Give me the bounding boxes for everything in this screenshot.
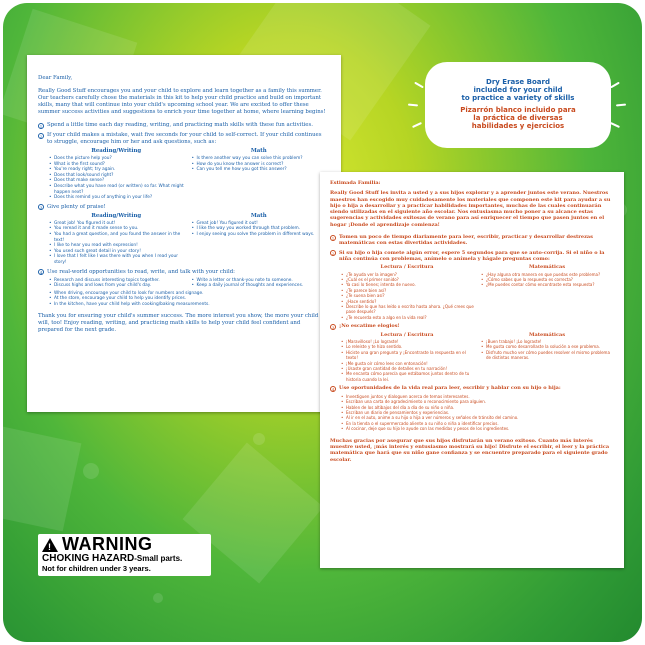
en-step-1 <box>38 122 327 129</box>
en-step-4-columns <box>38 278 327 289</box>
list-item: • You're ready right; try again. <box>48 167 185 173</box>
step-text: Use real-world opportunities to read, write, and talk with your child: <box>47 268 235 275</box>
activities-list <box>330 394 614 432</box>
en-intro: Really Good Stuff encourages you and your child to explore and learn together as a family this summer. Our teachers carefully chose the materials in this kit to help your child practice and build on important skills, many that will continue into your child's upcoming school year. We are excited to offer these summer success activities and suggestions to enrich your time together at home, where learning begins! <box>38 88 326 115</box>
list-item: • You reread it and it made sense to you. <box>48 226 185 232</box>
list-item: • You had a great question, and you found the answer in the text! <box>48 232 185 243</box>
list-item: • ¿Cómo sabes que la respuesta es correcta? <box>480 277 614 282</box>
column-heading: Reading/Writing <box>91 148 142 154</box>
praise-list <box>340 339 474 382</box>
es-step-1 <box>330 234 614 247</box>
list-item: • Is there another way you can solve this problem? <box>191 156 328 162</box>
praise-list <box>480 339 614 361</box>
list-item: • Hiciste una gran pregunta y ¡Encontraste la respuesta en el texto! <box>340 350 474 361</box>
step-text: Spend a little time each day reading, writing, and practicing math skills with these fun activities. <box>47 122 313 128</box>
spanish-letter-panel <box>320 172 624 568</box>
hazard-suffix: -Small parts. <box>134 554 183 563</box>
tips-list <box>340 272 474 321</box>
list-item: • Hablen de los altibajos del día a día de su niño o niña. <box>340 405 614 410</box>
list-item: • En la tienda o el supermercado aliente a su niño o niña a identificar precios. <box>340 421 614 426</box>
list-item: • ¡Maravilloso! ¡Lo lograste! <box>340 339 474 344</box>
step-number: 3 <box>39 205 43 211</box>
list-item: • Write a letter or thank-you note to someone. <box>191 278 328 284</box>
list-item: • Does this remind you of anything in your life? <box>48 195 185 201</box>
list-item: • Escriban un diario de pensamientos y experiencias. <box>340 410 614 415</box>
math-column <box>191 213 328 266</box>
list-item: • ¿Te recuerda esto a algo en la vida real? <box>340 315 474 320</box>
dry-erase-callout <box>425 62 611 148</box>
es-step-2-columns <box>330 264 614 320</box>
step-text: Si su hijo o hija comete algún error, espere 5 segundos para que se auto-corrija. Si el niño o la niña continúa con problemas, anímelo o anímela y hágale preguntas como: <box>339 249 605 262</box>
step-number: 2 <box>39 133 43 139</box>
english-letter-panel <box>27 55 341 412</box>
callout-es-line: la práctica de diversas <box>473 114 563 122</box>
callout-en-line: included for your child <box>473 86 563 94</box>
warning-title: WARNING <box>62 534 153 554</box>
column-heading: Reading/Writing <box>91 212 142 219</box>
decor-bubble <box>253 433 265 445</box>
step-text: ¡No escatime elogios! <box>339 323 400 330</box>
step-text: Give plenty of praise! <box>47 203 106 210</box>
math-column <box>191 148 328 201</box>
warning-age: Not for children under 3 years. <box>42 564 151 573</box>
list-item: • ¿Cuál es el primer sonido? <box>340 277 474 282</box>
column-heading: Math <box>250 148 267 154</box>
list-item: • Research and discuss interesting topics together. <box>48 278 185 284</box>
step-number: 4 <box>39 270 43 275</box>
list-item: • I like the way you worked through that problem. <box>191 226 328 232</box>
callout-en-line: Dry Erase Board <box>486 78 550 86</box>
en-greeting: Dear Family, <box>38 75 73 81</box>
step-text: Tomen un poco de tiempo diariamente para leer, escribir, practicar y desarrollar destrezas matemáticas con estas divertidas actividades. <box>339 234 593 247</box>
step-number: 2 <box>331 251 335 257</box>
list-item: • ¡Me gusta oír cómo lees con entonación! <box>340 361 474 366</box>
callout-es-line: Pizarrón blanco incluido para <box>460 106 576 114</box>
list-item: • Ya casi lo tienes; intenta de nuevo. <box>340 282 474 287</box>
tips-list <box>480 272 614 288</box>
list-item: • ¿Te ayuda ver la imagen? <box>340 272 474 277</box>
list-item: • ¿Te suena bien así? <box>340 293 474 298</box>
list-item: • Investiguen juntos y dialoguen acerca de temas interesantes. <box>340 394 614 399</box>
list-item: • ¿Hace sentido? <box>340 299 474 304</box>
callout-es-line: habilidades y ejercicios <box>471 122 565 130</box>
activities-column <box>191 278 328 289</box>
es-greeting: Estimada Familia: <box>330 180 381 186</box>
list-item: • ¿Me puedes contar cómo encontraste esta respuesta? <box>480 282 614 287</box>
activities-list <box>48 278 185 289</box>
list-item: • I enjoy seeing you solve the problem in different ways. <box>191 232 328 238</box>
list-item: • Me gusta como desarrollaste la solución a ese problema. <box>480 344 614 349</box>
step-number: 3 <box>331 324 335 330</box>
reading-writing-column <box>48 213 185 266</box>
list-item: • What is the first sound? <box>48 162 185 168</box>
matematicas-column <box>480 332 614 383</box>
step-text: If your child makes a mistake, wait five seconds for your child to self-correct. If your child continues to struggle, encourage him or her and ask questions, such as: <box>47 132 322 145</box>
activities-column <box>48 278 185 289</box>
list-item: • Great job! You figured it out! <box>48 221 185 227</box>
list-item: • Disfruto mucho ver cómo puedes resolver el mismo problema de distintas maneras. <box>480 350 614 361</box>
list-item: • Al ir en el auto, anime a su hijo o hija a ver números y señales de tránsito del camino. <box>340 415 614 420</box>
reading-writing-column <box>48 148 185 201</box>
choking-hazard-warning <box>38 534 211 576</box>
list-item: • At the store, encourage your child to help you identify prices. <box>48 296 327 302</box>
activities-list <box>191 278 328 289</box>
column-heading: Lectura / Escritura <box>380 264 434 271</box>
lectura-escritura-column <box>340 332 474 383</box>
list-item: • Does that look/sound right? <box>48 173 185 179</box>
list-item: • ¿Hay alguna otra manera en que puedas este problema? <box>480 272 614 277</box>
list-item: • You used such great detail in your story! <box>48 249 185 255</box>
decor-square <box>3 425 81 532</box>
list-item: • Describe what you have read (or written) so far. What might happen next? <box>48 184 185 195</box>
list-item: • I love that I felt like I was there with you when I read your story! <box>48 254 185 265</box>
list-item: • Can you tell me how you got this answer? <box>191 167 328 173</box>
es-closing: Muchas gracias por asegurar que sus hijos disfrutarán un verano exitoso. Cuanto más interés muestre usted, ¡más interés y entusiasmo mostrará su hijo! Disfrute el escribir, el leer y la práctica matemática que hará que su niño gane confianza y se encuentre preparado para el siguiente grado escolar. <box>330 437 610 463</box>
list-item: • In the kitchen, have your child help with cooking/baking measurements. <box>48 302 327 308</box>
en-step-4 <box>38 269 327 276</box>
decor-bubble <box>83 463 99 479</box>
es-step-4 <box>330 385 614 392</box>
list-item: • Me encanta cómo parecía que estábamos juntos dentro de tu historia cuando la leí. <box>340 371 474 382</box>
lectura-escritura-column <box>340 264 474 320</box>
list-item: • ¡Usaste gran cantidad de detalles en tu narración! <box>340 366 474 371</box>
matematicas-column <box>480 264 614 320</box>
list-item: • Great job! You figured it out! <box>191 221 328 227</box>
warning-hazard <box>42 553 182 564</box>
activities-list <box>38 291 327 308</box>
step-number: 1 <box>331 235 335 241</box>
step-number: 4 <box>331 386 335 392</box>
praise-list <box>48 221 185 266</box>
hazard-text: CHOKING HAZARD <box>42 553 135 564</box>
list-item: • Al cocinar, deje que su hijo le ayude con las medidas y pesos de los ingredientes. <box>340 426 614 431</box>
tips-list <box>48 156 185 201</box>
en-step-2 <box>38 132 327 146</box>
es-step-3-columns <box>330 332 614 383</box>
column-heading: Matemáticas <box>528 264 566 271</box>
list-item: • When driving, encourage your child to look for numbers and signage. <box>48 291 327 297</box>
en-step-3-columns <box>38 213 327 266</box>
list-item: • Describe lo que has leído o escrito hasta ahora. ¿Qué crees que pase después? <box>340 304 474 315</box>
step-number: 1 <box>39 123 43 129</box>
decor-bubble <box>153 593 163 603</box>
praise-list <box>191 221 328 238</box>
list-item: • Does that make sense? <box>48 178 185 184</box>
en-step-3 <box>38 204 327 211</box>
column-heading: Matemáticas <box>528 331 566 338</box>
list-item: • Discuss highs and lows from your child's day. <box>48 283 185 289</box>
list-item: • Lo releíste y te hizo sentido. <box>340 344 474 349</box>
es-step-3 <box>330 323 614 330</box>
es-intro: Really Good Stuff les invita a usted y a sus hijos explorar y a aprender juntos este verano. Nuestros maestros han escogido muy cuidadosamente los materiales que componen este kit para ayudar a su hijo o hija a desarrollar y a practicar habilidades importantes, muchas de las cuales continuarán siendo utilizadas en el siguiente año escolar. Nos entusiasma mucho poner a su alcance estas sugerencias y actividades exitosas de verano para así enriquecer el tiempo que pasen juntos en el hogar ¡Donde el aprendizaje comienza! <box>330 190 611 228</box>
list-item: • ¿Te parece bien así? <box>340 288 474 293</box>
en-step-2-columns <box>38 148 327 201</box>
list-item: • I like to hear you read with expression! <box>48 243 185 249</box>
column-heading: Math <box>250 212 267 219</box>
column-heading: Lectura / Escritura <box>380 331 434 338</box>
en-closing: Thank you for ensuring your child's summer success. The more interest you show, the more your child will, too! Enjoy reading, writing, and practicing math skills to help your child feel confident and prepared for the next grade. <box>38 313 319 334</box>
warning-triangle-icon <box>42 538 58 552</box>
list-item: • Does the picture help you? <box>48 156 185 162</box>
callout-en-line: to practice a variety of skills <box>461 94 575 102</box>
list-item: • Escriban una carta de agradecimiento o reconocimiento para alguien. <box>340 399 614 404</box>
step-text: Use oportunidades de la vida real para leer, escribir y hablar con su hijo o hija: <box>339 385 561 392</box>
list-item: • How do you know the answer is correct? <box>191 162 328 168</box>
es-step-2 <box>330 250 614 263</box>
list-item: • ¡Buen trabajo! ¡Lo lograste! <box>480 339 614 344</box>
list-item: • Keep a daily journal of thoughts and experiences. <box>191 283 328 289</box>
tips-list <box>191 156 328 173</box>
